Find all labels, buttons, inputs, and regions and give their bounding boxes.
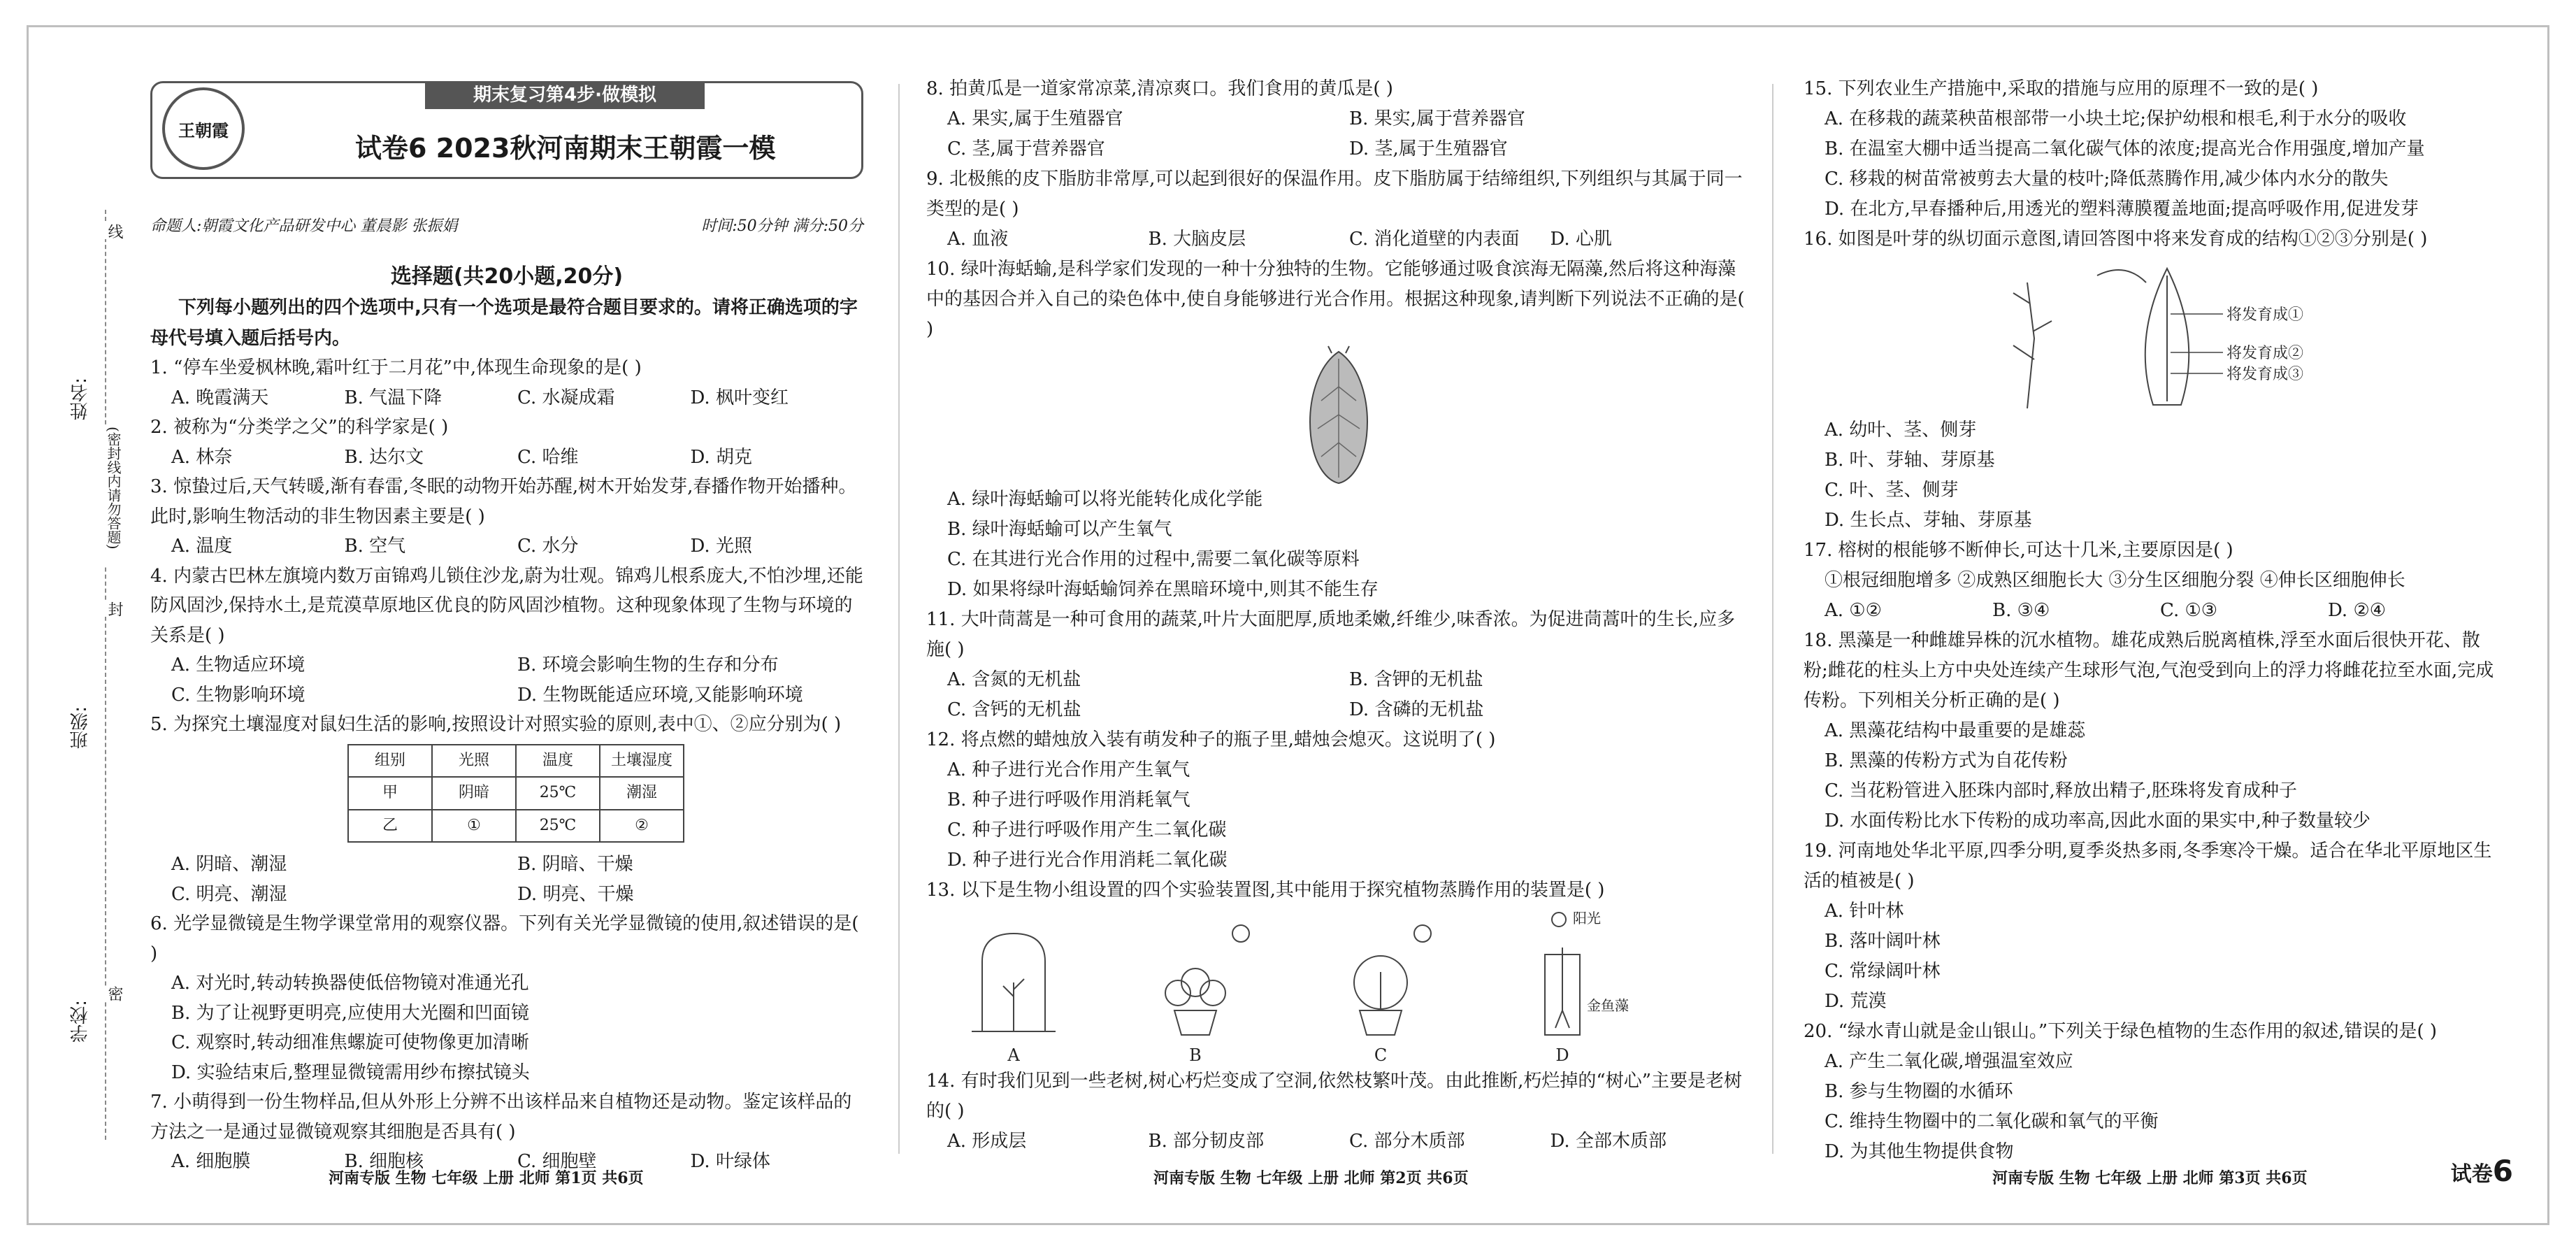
- option: C. 部分木质部: [1349, 1131, 1465, 1152]
- options: [150, 650, 863, 710]
- bud-label-2: 将发育成②: [2226, 345, 2304, 362]
- label-d: D: [1555, 1045, 1569, 1065]
- option: C. 常绿阔叶林: [1825, 961, 1941, 982]
- option: D. 生长点、芽轴、芽原基: [1825, 510, 2032, 531]
- option: C. 生物影响环境: [171, 684, 305, 706]
- options: [1804, 896, 2496, 1017]
- page-footer-1: 河南专版 生物 七年级 上册 北师 第1页 共6页: [329, 1169, 644, 1187]
- apparatus-c: [1354, 925, 1431, 1035]
- option: D. 全部木质部: [1550, 1131, 1667, 1152]
- option: C. 在其进行光合作用的过程中,需要二氧化碳等原料: [947, 549, 1360, 570]
- option: C. 哈维: [517, 446, 579, 468]
- option: A. 针叶林: [1825, 901, 1904, 922]
- option: B. 阴暗、干燥: [517, 854, 633, 875]
- option: D. 胡克: [690, 446, 752, 468]
- question-stem: 10. 绿叶海蛞蝓,是科学家们发现的一种十分独特的生物。它能够通过吸食滨海无隔藻,然后将这种海藻中的基因合并入自己的染色体中,使自身能够进行光合作用。根据这种现象,请判断下列说法不正确的是( ): [926, 259, 1745, 340]
- bud-label-3: 将发育成③: [2226, 366, 2304, 383]
- statement-list: ①根冠细胞增多 ②成熟区细胞长大 ③分生区细胞分裂 ④伸长区细胞伸长: [1825, 570, 2405, 591]
- option: D. 叶绿体: [690, 1151, 770, 1172]
- option: B. 叶、芽轴、芽原基: [1825, 450, 1995, 471]
- section-title: 选择题(共20小题,20分): [390, 264, 624, 289]
- option: C. 观察时,转动细准焦螺旋可使物像更加清晰: [171, 1032, 529, 1053]
- option: D. 光照: [690, 536, 752, 557]
- experiment-table: [347, 744, 684, 843]
- option: A. 种子进行光合作用产生氧气: [947, 759, 1190, 780]
- leaf-bud-figure: [1804, 255, 2496, 415]
- exam-header: [150, 81, 863, 179]
- option: B. 部分韧皮部: [1148, 1131, 1265, 1152]
- options: [1804, 104, 2496, 224]
- option: B. 细胞核: [344, 1151, 424, 1172]
- option: C. 水分: [517, 536, 579, 557]
- page-footer-3: 河南专版 生物 七年级 上册 北师 第3页 共6页: [1992, 1169, 2308, 1187]
- question-stem: 2. 被称为“分类学之父”的科学家是( ): [150, 417, 449, 438]
- option: B. 参与生物圈的水循环: [1825, 1081, 2013, 1102]
- question-stem: 18. 黑藻是一种雌雄异株的沉水植物。雄花成熟后脱离植株,浮至水面后很快开花、散粉;雌花的柱头上方中央处连续产生球形气泡,气泡受到向上的浮力将雌花拉至水面,完成传粉。下列相关分析正确的是( ): [1804, 630, 2494, 711]
- question-stem: 4. 内蒙古巴林左旗境内数万亩锦鸡儿锁住沙龙,蔚为壮观。锦鸡儿根系庞大,不怕沙埋,还能防风固沙,保持水土,是荒漠草原地区优良的防风固沙植物。这种现象体现了生物与环境的关系是( ): [150, 565, 863, 646]
- option: A. 幼叶、茎、侧芽: [1825, 420, 1977, 441]
- option: C. 水凝成霜: [517, 387, 615, 408]
- option: D. 含磷的无机盐: [1349, 699, 1484, 720]
- option: B. 绿叶海蛞蝓可以产生氧气: [947, 519, 1172, 540]
- school-label: 学校:: [70, 1000, 91, 1043]
- table-cell: 光照: [432, 745, 516, 778]
- option: A. 在移栽的蔬菜秧苗根部带一小块土坨;保护幼根和根毛,利于水分的吸收: [1825, 108, 2407, 129]
- column-divider: [898, 84, 900, 1154]
- question-stem: 3. 惊蛰过后,天气转暖,渐有春雷,冬眠的动物开始苏醒,树木开始发芽,春播作物开始播种。此时,影响生物活动的非生物因素主要是( ): [150, 476, 857, 527]
- option: C. ①③: [2160, 600, 2218, 621]
- question-stem: 16. 如图是叶芽的纵切面示意图,请回答图中将来发育成的结构①②③分别是( ): [1804, 229, 2428, 250]
- table-cell: 土壤湿度: [600, 745, 684, 778]
- option: A. ①②: [1825, 600, 1882, 621]
- option: B. 气温下降: [344, 387, 442, 408]
- option: B. 黑藻的传粉方式为自花传粉: [1825, 750, 2068, 771]
- table-cell: 潮湿: [600, 777, 684, 810]
- question-stem: 12. 将点燃的蜡烛放入装有萌发种子的瓶子里,蜡烛会熄灭。这说明了( ): [926, 729, 1496, 750]
- author-line: 命题人:朝霞文化产品研发中心 董晨影 张振娟: [150, 217, 458, 235]
- experiment-apparatus-figure: [926, 906, 1751, 1066]
- seal-mark: 封: [103, 601, 125, 617]
- sea-slug-figure: [926, 345, 1751, 485]
- option: D. 荒漠: [1825, 991, 1887, 1012]
- option: B. 为了让视野更明亮,应使用大光圈和凹面镜: [171, 1002, 529, 1024]
- option: A. 细胞膜: [171, 1151, 251, 1172]
- table-cell: ②: [600, 810, 684, 843]
- option: A. 含氮的无机盐: [947, 669, 1081, 690]
- option: C. 含钙的无机盐: [947, 699, 1081, 720]
- option: D. 在北方,早春播种后,用透光的塑料薄膜覆盖地面;提高呼吸作用,促进发芽: [1825, 199, 2419, 220]
- option: C. 叶、茎、侧芽: [1825, 480, 1959, 501]
- line-mark: 线: [103, 224, 125, 239]
- options: [926, 485, 1751, 605]
- exam-meta: [150, 214, 863, 236]
- question-stem: 11. 大叶茼蒿是一种可食用的蔬菜,叶片大面肥厚,质地柔嫩,纤维少,味香浓。为促进茼蒿叶的生长,应多施( ): [926, 609, 1735, 660]
- table-cell: 甲: [348, 777, 432, 810]
- options: [1804, 716, 2496, 836]
- option: A. 林奈: [171, 446, 233, 468]
- option: B. 大脑皮层: [1148, 229, 1246, 250]
- options: [1804, 596, 2496, 626]
- option: B. 空气: [344, 536, 406, 557]
- table-cell: 乙: [348, 810, 432, 843]
- question-stem: 13. 以下是生物小组设置的四个实验装置图,其中能用于探究植物蒸腾作用的装置是( ): [926, 880, 1605, 901]
- time-score: 时间:50分钟 满分:50分: [701, 217, 863, 235]
- option: A. 黑藻花结构中最重要的是雄蕊: [1825, 720, 2086, 741]
- option: A. 绿叶海蛞蝓可以将光能转化成化学能: [947, 489, 1263, 510]
- option: D. 种子进行光合作用消耗二氧化碳: [947, 850, 1228, 871]
- exam-title: 试卷6 2023秋河南期末王朝霞一模: [355, 133, 776, 164]
- option: B. 种子进行呼吸作用消耗氧气: [947, 789, 1190, 810]
- option: C. 细胞壁: [517, 1151, 597, 1172]
- option: B. 含钾的无机盐: [1349, 669, 1483, 690]
- option: B. ③④: [1992, 600, 2050, 621]
- option: D. 为其他生物提供食物: [1825, 1141, 2014, 1162]
- option: D. ②④: [2328, 600, 2387, 621]
- options: [926, 1127, 1751, 1157]
- paper-label: 试卷: [2450, 1162, 2493, 1187]
- option: A. 对光时,转动转换器使低倍物镜对准通光孔: [171, 973, 529, 994]
- apparatus-a: [972, 934, 1056, 1031]
- question-stem: 9. 北极熊的皮下脂肪非常厚,可以起到很好的保温作用。皮下脂肪属于结缔组织,下列组织与其属于同一类型的是( ): [926, 169, 1743, 220]
- brand-logo: [162, 87, 245, 170]
- column-divider: [1772, 84, 1773, 1154]
- apparatus-b: [1165, 925, 1249, 1035]
- option: B. 达尔文: [344, 446, 424, 468]
- option: A. 生物适应环境: [171, 655, 305, 675]
- option: C. 种子进行呼吸作用产生二氧化碳: [947, 820, 1227, 841]
- option: A. 产生二氧化碳,增强温室效应: [1825, 1051, 2073, 1072]
- table-cell: 25℃: [516, 777, 600, 810]
- option: C. 茎,属于营养器官: [947, 138, 1105, 159]
- options: [926, 755, 1751, 875]
- option: A. 温度: [171, 536, 233, 557]
- instruction: 下列每小题列出的四个选项中,只有一个选项是最符合题目要求的。请将正确选项的字母代号填入题后括号内。: [150, 297, 858, 349]
- option: A. 阴暗、潮湿: [171, 854, 287, 875]
- table-cell: 温度: [516, 745, 600, 778]
- options: [926, 224, 1751, 255]
- question-stem: 5. 为探究土壤湿度对鼠妇生活的影响,按照设计对照实验的原则,表中①、②应分别为( ): [150, 714, 842, 735]
- option: C. 当花粉管进入胚珠内部时,释放出精子,胚珠将发育成种子: [1825, 780, 2298, 801]
- option: D. 生物既能适应环境,又能影响环境: [517, 684, 803, 706]
- table-cell: 组别: [348, 745, 432, 778]
- option: D. 枫叶变红: [690, 387, 789, 408]
- option: D. 实验结束后,整理显微镜需用纱布擦拭镜头: [171, 1061, 530, 1083]
- option: C. 维持生物圈中的二氧化碳和氧气的平衡: [1825, 1111, 2159, 1132]
- option: A. 血液: [947, 229, 1009, 250]
- question-stem: 7. 小萌得到一份生物样品,但从外形上分辨不出该样品来自植物还是动物。鉴定该样品的方法之一是通过显微镜观察其细胞是否具有( ): [150, 1092, 852, 1143]
- sun-label: 阳光: [1573, 910, 1601, 927]
- options: [926, 665, 1751, 725]
- table-cell: 阴暗: [432, 777, 516, 810]
- question-stem: 6. 光学显微镜是生物学课堂常用的观察仪器。下列有关光学显微镜的使用,叙述错误的是( ): [150, 913, 859, 964]
- option: C. 消化道壁的内表面: [1349, 229, 1520, 250]
- options: [926, 104, 1751, 164]
- column-1: [150, 353, 863, 1177]
- bud-label-1: 将发育成①: [2226, 306, 2304, 324]
- question-stem: 15. 下列农业生产措施中,采取的措施与应用的原理不一致的是( ): [1804, 78, 2319, 99]
- options: [150, 531, 863, 562]
- option: D. 明亮、干燥: [517, 883, 634, 905]
- option: A. 晚霞满天: [171, 387, 269, 408]
- option: B. 果实,属于营养器官: [1349, 108, 1525, 129]
- table-cell: ①: [432, 810, 516, 843]
- question-stem: 20. “绿水青山就是金山银山。”下列关于绿色植物的生态作用的叙述,错误的是( ): [1804, 1021, 2438, 1042]
- option: D. 水面传粉比水下传粉的成功率高,因此水面的果实中,种子数量较少: [1825, 810, 2370, 831]
- options: [150, 850, 863, 909]
- class-label: 班级:: [70, 706, 91, 749]
- option: A. 形成层: [947, 1131, 1027, 1152]
- seal2-mark: 密: [103, 986, 125, 1001]
- options: [150, 968, 863, 1087]
- logo-text: 王朝霞: [178, 120, 229, 141]
- paper-number-badge: [2451, 1154, 2513, 1188]
- weed-label: 金鱼藻: [1587, 997, 1629, 1014]
- apparatus-d: [1545, 913, 1580, 1035]
- question-stem: 17. 榕树的根能够不断伸长,可达十几米,主要原因是( ): [1804, 540, 2233, 561]
- question-stem: 8. 拍黄瓜是一道家常凉菜,清凉爽口。我们食用的黄瓜是( ): [926, 78, 1393, 99]
- page-footer-2: 河南专版 生物 七年级 上册 北师 第2页 共6页: [1153, 1169, 1469, 1187]
- option: B. 落叶阔叶林: [1825, 931, 1941, 952]
- review-banner: 期末复习第4步·做模拟: [425, 81, 705, 109]
- option: D. 茎,属于生殖器官: [1349, 138, 1508, 159]
- option: B. 环境会影响生物的生存和分布: [517, 655, 779, 675]
- options: [1804, 415, 2496, 536]
- question-stem: 19. 河南地处华北平原,四季分明,夏季炎热多雨,冬季寒冷干燥。适合在华北平原地区生活的植被是( ): [1804, 841, 2492, 892]
- label-c: C: [1374, 1045, 1388, 1065]
- options: [1804, 1047, 2496, 1167]
- column-3: [1804, 74, 2496, 1167]
- column-2: [926, 74, 1751, 1157]
- question-stem: 1. “停车坐爱枫林晚,霜叶红于二月花”中,体现生命现象的是( ): [150, 357, 642, 378]
- option: C. 移栽的树苗常被剪去大量的枝叶;降低蒸腾作用,减少体内水分的散失: [1825, 169, 2389, 190]
- question-stem: 14. 有时我们见到一些老树,树心朽烂变成了空洞,依然枝繁叶茂。由此推断,朽烂掉的“树心”主要是老树的( ): [926, 1071, 1742, 1122]
- options: [150, 383, 863, 413]
- option: C. 明亮、潮湿: [171, 883, 287, 905]
- option: A. 果实,属于生殖器官: [947, 108, 1123, 129]
- label-b: B: [1189, 1045, 1202, 1065]
- option: D. 如果将绿叶海蛞蝓饲养在黑暗环境中,则其不能生存: [947, 579, 1379, 600]
- options: [150, 443, 863, 473]
- binding-note: (密封线内请勿答题): [103, 427, 124, 566]
- option: D. 心肌: [1550, 229, 1612, 250]
- label-a: A: [1007, 1045, 1020, 1065]
- paper-number: 6: [2492, 1154, 2513, 1188]
- table-cell: 25℃: [516, 810, 600, 843]
- name-label: 姓名:: [70, 378, 91, 420]
- option: B. 在温室大棚中适当提高二氧化碳气体的浓度;提高光合作用强度,增加产量: [1825, 138, 2425, 159]
